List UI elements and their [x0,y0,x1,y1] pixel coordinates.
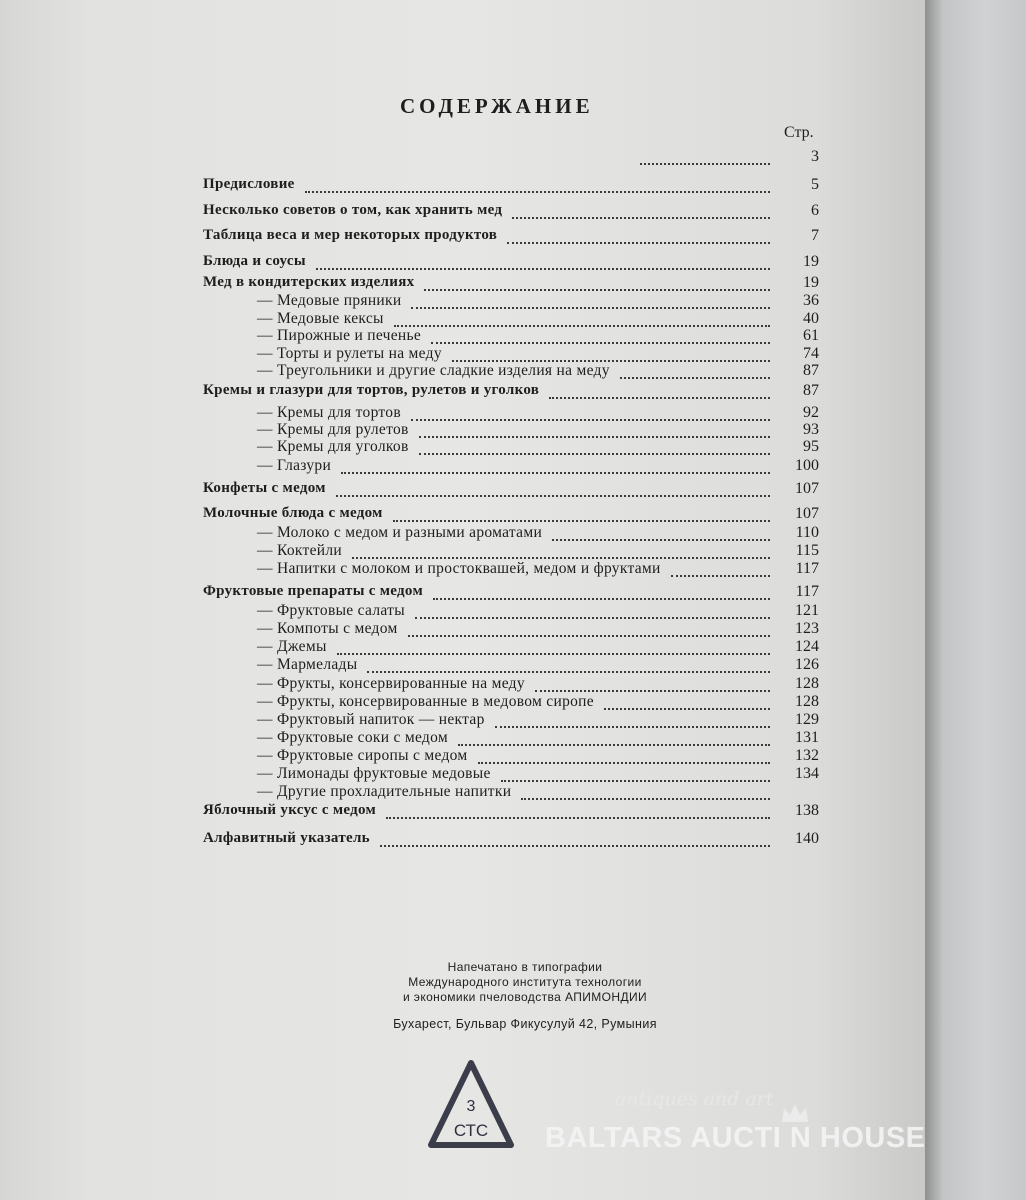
toc-subsection-title: — Фруктовый напиток — нектар [257,711,485,728]
auction-watermark [545,1088,945,1168]
dot-leader [478,762,771,764]
toc-subsection-title: — Джемы [257,638,327,655]
toc-entry [0,729,925,749]
dot-leader [549,397,770,399]
toc-entry [0,802,925,822]
dot-leader [671,575,770,577]
toc-entry [0,765,925,785]
toc-section-title: Таблица веса и мер некоторых продуктов [203,227,498,243]
toc-entry [0,675,925,695]
dot-leader [341,472,770,474]
toc-entry [0,747,925,767]
dot-leader [419,453,770,455]
toc-page-number: 128 [795,693,819,710]
page-column-label: Стр. [784,124,814,141]
toc-subsection-title: — Торты и рулеты на меду [257,345,442,362]
dot-leader [316,268,770,270]
toc-section-title: Яблочный уксус с медом [203,802,377,818]
dot-leader [415,617,770,619]
toc-subsection-title: — Кремы для рулетов [257,421,409,438]
toc-section-title: Фруктовые препараты с медом [203,583,423,599]
toc-subsection-title: — Фруктовые салаты [257,602,405,619]
toc-page-number: 126 [795,656,819,673]
toc-section-title: Несколько советов о том, как хранить мед [203,202,503,218]
toc-page-number: 87 [803,362,819,379]
toc-section-title: Алфавитный указатель [203,830,370,846]
toc-page-number: 132 [795,747,819,764]
toc-page-number: 129 [795,711,819,728]
toc-page-number: 87 [803,382,819,399]
toc-entry [0,176,925,196]
toc-page-number: 107 [795,480,819,497]
imprint-line: Международного института технологии [408,975,642,989]
imprint-line: Напечатано в типографии [447,960,603,974]
toc-entry [0,638,925,658]
toc-page-number: 140 [795,830,819,847]
toc-subsection-title: — Фрукты, консервированные на меду [257,675,525,692]
toc-entry [0,382,925,402]
toc-page-number: 7 [811,227,819,244]
toc-section-title: Блюда и соусы [203,253,306,269]
toc-page-number: 110 [795,524,819,541]
dot-leader [458,744,770,746]
toc-subsection-title: — Другие прохладительные напитки [257,783,512,800]
toc-subsection-title: — Мармелады [257,656,358,673]
toc-entry [0,202,925,222]
toc-subsection-title: — Глазури [257,457,332,474]
dot-leader [552,539,770,541]
toc-entry [0,542,925,562]
toc-page-number: 124 [795,638,819,655]
dot-leader [305,191,770,193]
toc-entry [0,602,925,622]
toc-entry [0,693,925,713]
toc-section-title: Мед в кондитерских изделиях [203,274,415,290]
toc-entry [0,327,925,347]
toc-entry [0,505,925,525]
triangle-stamp [425,1057,517,1153]
stamp-text: СТС [453,1121,489,1140]
toc-subsection-title: — Кремы для тортов [257,404,401,421]
toc-page-number: 121 [795,602,819,619]
dot-leader [380,845,770,847]
toc-subsection-title: — Медовые пряники [257,292,402,309]
dot-leader [535,690,770,692]
toc-page-number: 74 [803,345,819,362]
toc-page-number: 61 [803,327,819,344]
toc-subsection-title: — Фрукты, консервированные в медовом сиропе [257,693,594,710]
toc-page-number: 6 [811,202,819,219]
toc-subsection-title: — Фруктовые соки с медом [257,729,448,746]
toc-page-number: 93 [803,421,819,438]
dot-leader [620,377,770,379]
toc-page-number: 138 [795,802,819,819]
toc-page-number: 134 [795,765,819,782]
dot-leader [367,671,770,673]
toc-page-number: 131 [795,729,819,746]
toc-entry [0,656,925,676]
toc-page-number: 107 [795,505,819,522]
toc-entry [0,292,925,312]
toc-entry [0,274,925,294]
toc-entry [0,830,925,850]
imprint-line: и экономики пчеловодства АПИМОНДИИ [402,990,648,1004]
dot-leader [424,289,770,291]
toc-page-number: 5 [811,176,819,193]
toc-entry [0,560,925,580]
toc-subsection-title: — Напитки с молоком и простоквашей, медом и фруктами [257,560,661,577]
toc-section-title: Молочные блюда с медом [203,505,383,521]
page-title: СОДЕРЖАНИЕ [400,94,594,118]
dot-leader [408,635,770,637]
toc-section-title: Конфеты с медом [203,480,326,496]
watermark-tagline: antiques and art [615,1088,774,1110]
toc-subsection-title: — Компоты с медом [257,620,398,637]
toc-section-title: Предисловие [203,176,295,192]
imprint-address: Бухарест, Бульвар Фикусулуй 42, Румыния [393,1017,657,1031]
toc-subsection-title: — Пирожные и печенье [257,327,422,344]
dot-leader [337,653,770,655]
toc-page-number: 36 [803,292,819,309]
toc-page-number: 100 [795,457,819,474]
toc-page-number: 19 [803,253,819,270]
dot-leader [507,242,770,244]
stamp-number: 3 [466,1098,476,1115]
dot-leader [352,557,770,559]
dot-leader [640,163,770,165]
dot-leader [431,342,770,344]
toc-entry [0,362,925,382]
toc-subsection-title: — Медовые кексы [257,310,384,327]
toc-page-number: 40 [803,310,819,327]
dot-leader [393,520,770,522]
toc-entry [0,583,925,603]
toc-subsection-title: — Молоко с медом и разными ароматами [257,524,543,541]
toc-entry [0,457,925,477]
toc-entry [0,711,925,731]
dot-leader [433,598,770,600]
toc-page-number: 117 [795,583,819,600]
watermark-brand: BALTARS AUCTI N HOUSE [545,1122,926,1154]
dot-leader [336,495,770,497]
toc-entry [0,227,925,247]
toc-subsection-title: — Кремы для уголков [257,438,409,455]
toc-entry [0,253,925,273]
toc-page-number: 128 [795,675,819,692]
dot-leader [521,798,770,800]
toc-page-number: 19 [803,274,819,291]
toc-subsection-title: — Фруктовые сиропы с медом [257,747,468,764]
dot-leader [386,817,770,819]
dot-leader [411,307,770,309]
toc-entry [0,783,925,803]
dot-leader [501,780,770,782]
toc-entry [0,620,925,640]
toc-page-number: 3 [811,148,819,165]
toc-page-number: 92 [803,404,819,421]
toc-stray-row [0,148,925,168]
toc-page-number: 117 [795,560,819,577]
toc-page-number: 95 [803,438,819,455]
toc-subsection-title: — Коктейли [257,542,342,559]
toc-entry [0,524,925,544]
toc-page-number: 115 [795,542,819,559]
toc-page-number: 123 [795,620,819,637]
dot-leader [512,217,770,219]
book-spine [925,0,1026,1200]
dot-leader [604,708,770,710]
toc-section-title: Кремы и глазури для тортов, рулетов и уголков [203,382,540,398]
printer-imprint [360,960,690,1032]
toc-subsection-title: — Лимонады фруктовые медовые [257,765,491,782]
toc-subsection-title: — Треугольники и другие сладкие изделия на меду [257,362,610,379]
toc-entry [0,480,925,500]
dot-leader [495,726,770,728]
toc-entry [0,438,925,458]
crown-icon [780,1102,810,1124]
